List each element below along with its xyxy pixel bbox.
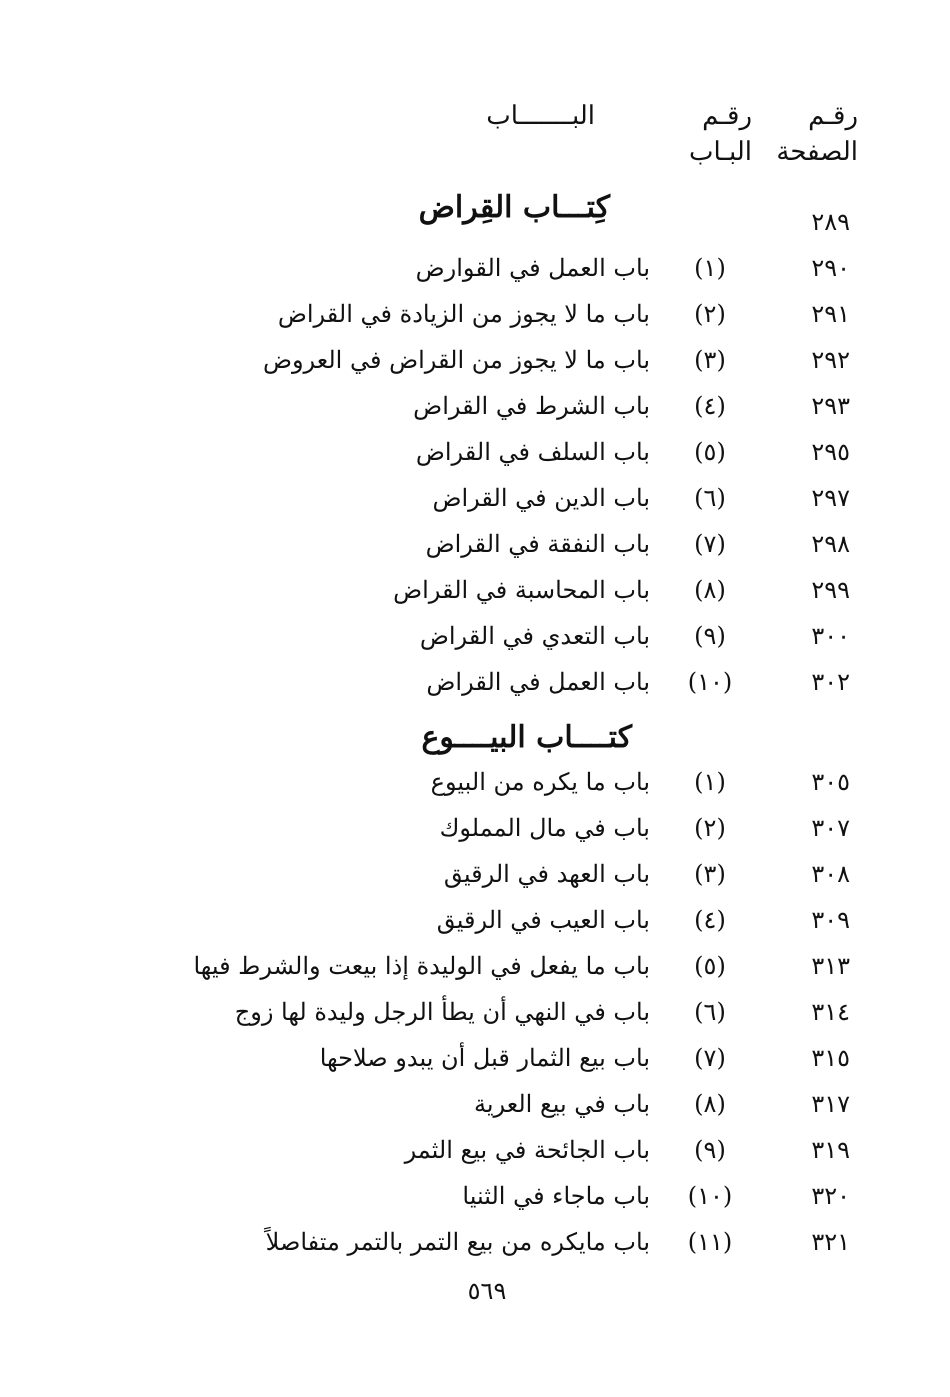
toc-chapter-number: (٤) (694, 906, 726, 934)
toc-page-number: ٢٩٩ (811, 576, 850, 604)
section-heading-qirad (0, 190, 950, 240)
toc-chapter-title: باب السلف في القراض (415, 438, 650, 466)
toc-row (0, 854, 950, 894)
section-heading-buyu (0, 718, 950, 762)
toc-chapter-title: باب في مال المملوك (439, 814, 650, 842)
toc-chapter-title: باب الجائحة في بيع الثمر (404, 1136, 650, 1164)
section-page-number: ٢٨٩ (811, 208, 850, 236)
toc-chapter-number: (٣) (694, 346, 726, 374)
toc-chapter-number: (٧) (694, 1044, 726, 1072)
toc-chapter-number: (١٠) (687, 1182, 733, 1210)
toc-page-number: ٣٠٢ (811, 668, 850, 696)
toc-chapter-title: باب ما لا يجوز من القراض في العروض (262, 346, 650, 374)
toc-page-number: ٣٠٧ (811, 814, 850, 842)
toc-page-number: ٢٩٧ (811, 484, 850, 512)
toc-row (0, 570, 950, 610)
toc-chapter-number: (٢) (694, 300, 726, 328)
toc-row (0, 946, 950, 986)
toc-row (0, 524, 950, 564)
toc-row (0, 1084, 950, 1124)
toc-row (0, 432, 950, 472)
toc-chapter-title: باب التعدي في القراض (419, 622, 650, 650)
toc-row (0, 1130, 950, 1170)
toc-page-number: ٣٠٠ (811, 622, 850, 650)
toc-chapter-number: (٨) (694, 1090, 726, 1118)
toc-page-number: ٢٩٢ (811, 346, 850, 374)
toc-row (0, 992, 950, 1032)
toc-page-number: ٣٠٩ (811, 906, 850, 934)
toc-page-number: ٣١٧ (811, 1090, 850, 1118)
toc-row (0, 1176, 950, 1216)
header-title-column (486, 98, 595, 134)
header-chapter-line1: رقـم (702, 101, 752, 131)
toc-chapter-number: (٩) (694, 622, 726, 650)
toc-page-number: ٣١٩ (811, 1136, 850, 1164)
toc-chapter-number: (٣) (694, 860, 726, 888)
toc-chapter-title: باب ما يكره من البيوع (430, 768, 650, 796)
toc-chapter-number: (٨) (694, 576, 726, 604)
toc-page-number: ٣١٥ (811, 1044, 850, 1072)
toc-chapter-number: (٦) (694, 484, 726, 512)
header-page-line2: الصفحة (776, 137, 858, 167)
toc-page-number: ٣٢٠ (811, 1182, 850, 1210)
toc-row (0, 662, 950, 702)
toc-page-number: ٢٩٥ (811, 438, 850, 466)
toc-page-number: ٢٩١ (811, 300, 850, 328)
toc-chapter-title: باب ما يفعل في الوليدة إذا بيعت والشرط فيها (193, 952, 650, 980)
toc-chapter-number: (٤) (694, 392, 726, 420)
toc-chapter-title: باب في بيع العرية (474, 1090, 650, 1118)
toc-page-number: ٢٩٣ (811, 392, 850, 420)
section-title: كِتـــاب القِراض (418, 190, 610, 225)
toc-chapter-title: باب الشرط في القراض (413, 392, 650, 420)
toc-row (0, 294, 950, 334)
toc-chapter-title: باب النفقة في القراض (425, 530, 650, 558)
toc-row (0, 762, 950, 802)
toc-row (0, 808, 950, 848)
toc-chapter-title: باب الدين في القراض (432, 484, 650, 512)
header-title-label: البـــــــاب (486, 101, 595, 131)
toc-row (0, 386, 950, 426)
toc-row (0, 248, 950, 288)
toc-chapter-number: (٧) (694, 530, 726, 558)
toc-row (0, 900, 950, 940)
toc-row (0, 340, 950, 380)
toc-row (0, 616, 950, 656)
toc-chapter-title: باب بيع الثمار قبل أن يبدو صلاحها (319, 1044, 650, 1072)
toc-chapter-number: (١١) (687, 1228, 733, 1256)
toc-row (0, 1222, 950, 1262)
footer (0, 1274, 950, 1308)
toc-chapter-number: (٢) (694, 814, 726, 842)
toc-chapter-title: باب العمل في القوارض (415, 254, 650, 282)
toc-chapter-number: (٩) (694, 1136, 726, 1164)
toc-row (0, 478, 950, 518)
section-title: كتــــاب البيــــوع (421, 720, 632, 755)
header-chapter-line2: البـاب (688, 137, 752, 167)
toc-chapter-number: (١٠) (687, 668, 733, 696)
toc-chapter-title: باب العهد في الرقيق (443, 860, 650, 888)
footer-page-number: ٥٦٩ (467, 1277, 507, 1305)
header-page-column (768, 98, 858, 170)
toc-chapter-title: باب المحاسبة في القراض (393, 576, 650, 604)
toc-chapter-title: باب مايكره من بيع التمر بالتمر متفاصلاً (265, 1228, 650, 1256)
toc-page-number: ٣٠٥ (811, 768, 850, 796)
header-chapter-column (672, 98, 752, 170)
toc-chapter-number: (٥) (694, 438, 726, 466)
toc-page-number: ٣١٣ (811, 952, 850, 980)
toc-page-number: ٣٢١ (811, 1228, 850, 1256)
toc-chapter-title: باب العمل في القراض (426, 668, 650, 696)
toc-chapter-number: (١) (694, 254, 726, 282)
toc-chapter-title: باب ما لا يجوز من الزيادة في القراض (277, 300, 650, 328)
toc-row (0, 1038, 950, 1078)
toc-chapter-title: باب العيب في الرقيق (436, 906, 650, 934)
toc-chapter-number: (٥) (694, 952, 726, 980)
toc-page-number: ٢٩٠ (811, 254, 850, 282)
toc-chapter-title: باب في النهي أن يطأ الرجل وليدة لها زوج (234, 998, 650, 1026)
toc-page-number: ٢٩٨ (811, 530, 850, 558)
toc-page-number: ٣٠٨ (811, 860, 850, 888)
toc-chapter-title: باب ماجاء في الثنيا (462, 1182, 650, 1210)
toc-chapter-number: (١) (694, 768, 726, 796)
toc-chapter-number: (٦) (694, 998, 726, 1026)
toc-page-number: ٣١٤ (811, 998, 850, 1026)
header-page-line1: رقـم (808, 101, 858, 131)
